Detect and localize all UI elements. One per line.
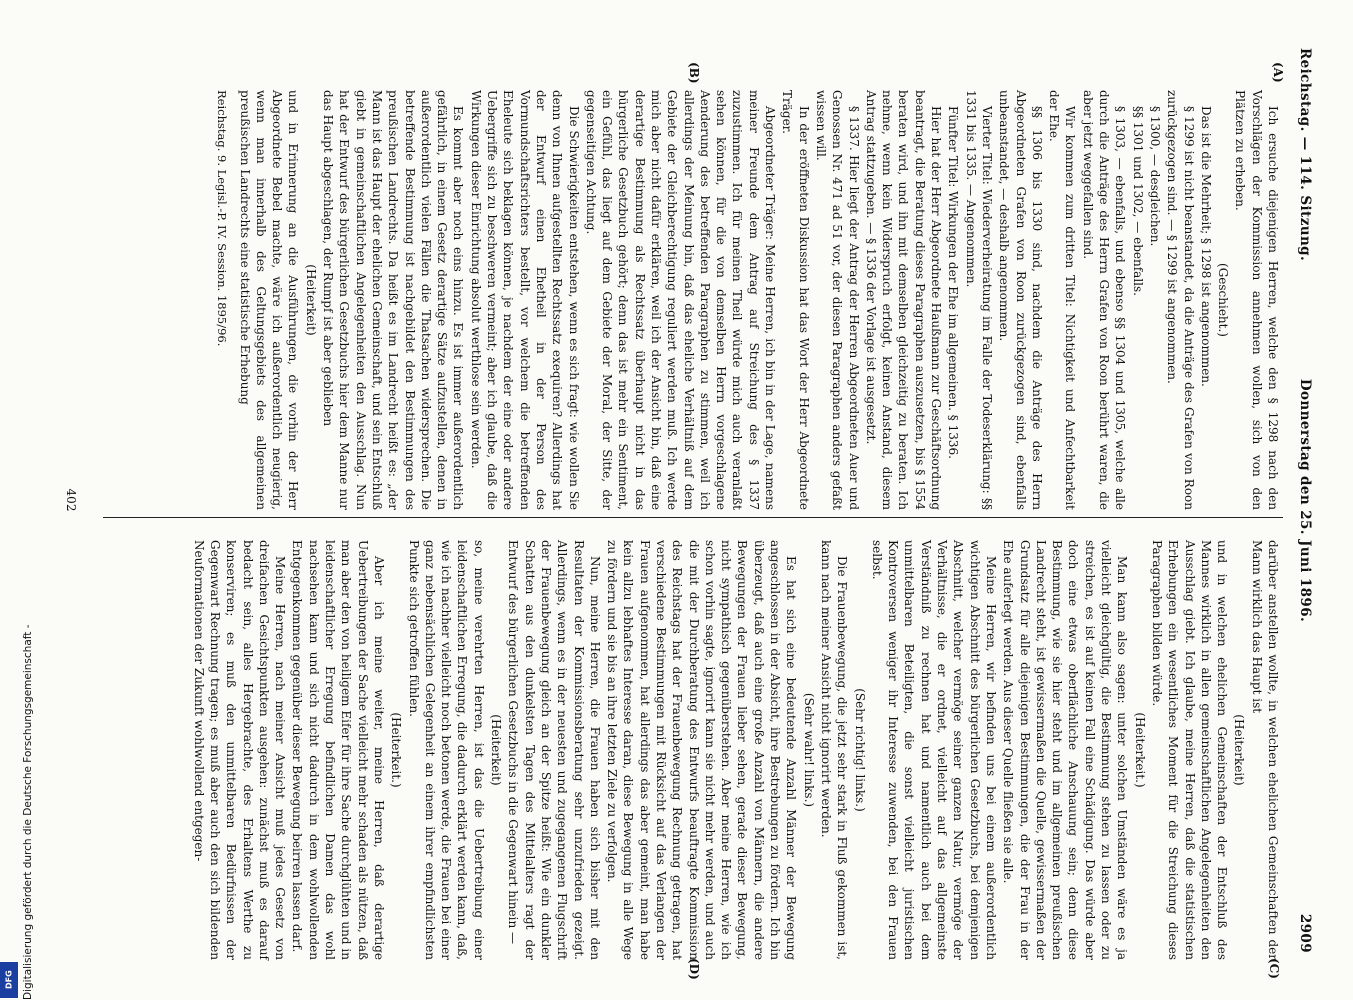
paragraph: (Sehr wahr! links.) [801, 692, 816, 808]
paragraph: (Geschieht.) [1216, 263, 1231, 337]
paragraph: Nun, meine Herren, die Frauen haben sich bisher mit den Resultaten der Kommissionsberatung sehr unzufrieden gezeigt. Allerdings, wenn es in der neuesten und zugegangenen Flugschrift der Frauenbewegung gleich an der Spitze heißt: Wie ein dunkler Schatten aus den dunkelsten Tagen des Mittelalters ragt der Entwurf des bürgerlichen Gesetzbuchs in die Gegenwart hinein — [506, 540, 602, 960]
paragraph: und in Erinnerung an die Ausführungen, die vorhin der Herr Abgeordnete Bebel machte, wäre ich außerordentlich neugierig, wenn man innerhalb des Geltungsgebiets des allgemeinen preußischen Landrechts eine statistische Erhebung [237, 90, 301, 510]
paragraph: § 1299 ist nicht beanstandet, da die Anträge des Grafen von Roon zurückgezogen sind. — § 1299 ist angenommen. [1165, 90, 1196, 510]
paragraph: (Heiterkeit) [1232, 714, 1247, 786]
margin-marker-a: (A) [1271, 62, 1285, 83]
paragraph: (Heiterkeit.) [1132, 712, 1147, 788]
paragraph: Die Schwierigkeiten entstehen, wenn es sich fragt: wie wollen Sie denn von Ihnen aufgestellten Rechtssatz exequiren? Allerdings hat der Entwurf einen Ehetheil in der Person des Vormundschaftsrichters bestellt, vor welchem die betreffenden Eheleute sich beklagen können, je nachdem der eine oder andere Uebergriffe sich zu beschweren vermeint; aber ich glaube, daß die Wirkungen dieser Einrichtung absolut werthlose sein werden. [468, 90, 581, 510]
paragraph: Es hat sich eine bedeutende Anzahl Männer der Bewegung angeschlossen in der Absicht, ihre Bestrebungen zu fördern. Ich bin überzeugt, daß auch eine große Anzahl von Männern, die andere Bewegungen der Frauen lieber sehen, gerade dieser Bewegung, nicht sympathisch gegenüberstehen. Aber meine Herren, wie ich schon vorhin sagte, ignorirt kann sie nicht mehr werden, und auch die mit der Durchberatung des Entwurfs beauftragte Kommission des Reichstags hat der Frauenbewegung Rechnung getragen, hat verschiedene Bestimmungen mit Rücksicht auf das Verlangen der Frauen aufgenommen, hat allerdings das aber gemeint, man habe kein allzu lebhaftes Interesse daran, diese Bewegung in alle Wege zu fördern und sie bis an ihre letzten Ziele zu verfolgen. [605, 540, 799, 960]
margin-marker-b: (B) [687, 62, 701, 84]
text-column-right [189, 540, 1281, 960]
paragraph: Vierter Titel: Wiederverheiratung im Falle der Todeserklärung: §§ 1331 bis 1335. — Angenommen. [963, 90, 994, 510]
column-separator [103, 517, 1283, 518]
paragraph: (Sehr richtig! links.) [852, 688, 867, 812]
paragraph: Reichstag. 9. Legisl.-P. IV. Session. 1895/96. [215, 90, 230, 347]
header-column-number: 2909 [1297, 913, 1313, 953]
paragraph: Wir kommen zum dritten Titel: Nichtigkeit und Anfechtbarkeit der Ehe. [1047, 90, 1078, 510]
paragraph: In der eröffneten Diskussion hat das Wort der Herr Abgeordnete Träger. [780, 90, 811, 510]
header-date: Donnerstag den 25. Juni 1896. [1297, 378, 1313, 623]
text-column-left [213, 90, 1281, 510]
paragraph: darüber anstellen wollte, in welchen ehelichen Gemeinschaften der Mann wirklich das Haupt ist [1249, 540, 1280, 960]
paragraph: und in welchen ehelichen Gemeinschaften der Entschluß des Mannes wirklich in allen gemeinschaftlichen Angelegenheiten den Ausschlag giebt. Ich glaube, meine Herren, daß die statistischen Erhebungen ein wesentliches Moment für die Streichung dieses Paragraphen bilden würde. [1149, 540, 1230, 960]
paragraph: (Heiterkeit) [303, 264, 318, 336]
paragraph: § 1303, — ebenfalls, und ebenso §§ 1304 und 1305, welche alle durch die Anträge des Herrn Grafen von Roon berührt waren, die aber jetzt weggefallen sind. [1080, 90, 1128, 510]
paragraph: Das ist die Mehrheit; § 1298 ist angenommen. [1198, 106, 1213, 387]
paragraph: Aber ich meine weiter, meine Herren, daß derartige Uebertreibungen der Sache vielleicht mehr schaden als nützen, daß man aber den von heiligem Eifer für ihre Sache durchglühten und in leidenschaftlicher Erregung befindlichen Damen das wohl nachsehen kann und sich nicht dadurch in dem wohlwollenden Entgegenkommen gegenüber dieser Bewegung beirren lassen darf. [290, 540, 386, 960]
paragraph: Meine Herren, nach meiner Ansicht muß jedes Gesetz von dreifachen Gesichtspunkten ausgehen: zunächst muß es darauf bedacht sein, alles Hergebrachte, des Erhaltens Werthe zu konserviren; es muß den unmittelbaren Bedürfnissen der Gegenwart Rechnung tragen; es muß aber auch den sich bildenden Neuformationen der Zukunft wohlwollend entgegen- [191, 540, 288, 960]
dfg-logo: DFG [0, 962, 18, 998]
paragraph: Abgeordneter Träger: Meine Herren, ich bin in der Lage, namens meiner Freunde dem Antrag auf Streichung des § 1337 zuzustimmen. Ich für meinen Theil würde mich auch veranlaßt sehen können, für die von demselben Herrn vorgeschlagene Aenderung des betreffenden Paragraphen zu stimmen, weil ich allerdings der Meinung bin, daß das eheliche Verhältniß auf dem Gebiete der Gleichberechtigung reguliert werden muß. Ich werde mich aber nicht dafür erklären, weil ich der Ansicht bin, daß eine derartige Bestimmung als Rechtssatz überhaupt nicht in das bürgerliche Gesetzbuch gehört; denn das ist mehr ein Sentiment, ein Gefühl, das liegt auf dem Gebiete der Moral, der Sitte, der gegenseitigen Achtung. [583, 90, 778, 510]
paragraph: §§ 1306 bis 1330 sind, nachdem die Anträge des Herrn Abgeordneten Grafen von Roon zurückgezogen sind, ebenfalls unbeanstandet, — deshalb angenommen. [997, 90, 1044, 510]
paragraph: (Heiterkeit) [489, 714, 504, 786]
paragraph: Man kann also sagen: unter solchen Umständen wäre es ja vielleicht gleichgültig, die Bestimmung stehen zu lassen oder zu streichen, es ist auf keinen Fall eine Schädigung. Das würde aber doch eine etwas oberflächliche Anschauung sein; denn diese Bestimmung, wie sie hier steht und im allgemeinen preußischen Landrecht steht, ist gewissermaßen die Quelle, gewissermaßen der Grundsatz für alle diejenigen Bestimmungen, die der Frau in der Ehe auferlegt werden. Aus dieser Quelle fließen sie alle. [1001, 540, 1130, 960]
paragraph: Hier hat der Herr Abgeordnete Haußmann zur Geschäftsordnung beantragt, die Beratung dieses Paragraphen auszusetzen, bis § 1554 beraten wird, und ihn mit demselben gleichzeitig zu beraten. Ich nehme, wenn kein Widerspruch erfolgt, keinen Anstand, diesem Antrag stattzugeben. — § 1336 der Vorlage ist ausgesetzt. [863, 90, 944, 510]
margin-marker-d: (D) [687, 958, 701, 980]
paragraph: Ich ersuche diejenigen Herren, welche den § 1298 nach den Vorschlägen der Kommission annehmen wollen, sich von den Plätzen zu erheben. [1233, 90, 1280, 510]
paragraph: Es kommt aber noch eins hinzu. Es ist immer außerordentlich gefährlich, in einem Gesetz derartige Sätze aufzustellen, denen in außerordentlich vielen Fällen die Thatsachen widersprechen. Die betreffende Bestimmung ist nachgebildet den Bestimmungen des preußischen Landrechts. Da heißt es im Landrecht heißt es: „der Mann ist das Haupt der ehelichen Gemeinschaft, und sein Entschluß giebt in gemeinschaftlichen Angelegenheiten den Ausschlag. Nun hat der Entwurf des bürgerlichen Gesetzbuchs hier dem Manne nur das Haupt abgeschlagen, der Rumpf ist aber geblieben [321, 90, 466, 510]
margin-marker-c: (C) [1267, 958, 1281, 979]
digitization-credit: Digitalisierung gefördert durch die Deutsche Forschungsgemeinschaft - [22, 624, 34, 1000]
paragraph: (Heiterkeit.) [389, 712, 404, 788]
running-header [1293, 48, 1313, 953]
paragraph: Meine Herren, wir befinden uns bei einem außerordentlich wichtigen Abschnitt des bürgerlichen Gesetzbuchs, bei demjenigen Abschnitt, welcher vermöge seiner ganzen Natur, vermöge der Verhältnisse, die er ordnet, vielleicht auf das allgemeinste Verständniß zu rechnen hat und namentlich auch bei dem unmittelbaren Beteiligten, die sonst vielleicht juristischen Kontroversen weniger ihr Interesse zuwenden, bei den Frauen selbst. [869, 540, 998, 960]
paragraph: § 1300, — desgleichen. [1147, 106, 1162, 247]
paragraph: so, meine verehrten Herren, ist das die Uebertreibung einer leidenschaftlichen Erregung, die dadurch erklärt werden kann, daß, wie ich nachher vielleicht noch betonen werde, die Frauen bei einer ganz nebensächlichen Gelegenheit an einem ihrer empfindlichsten Punkte sich getroffen fühlen. [406, 540, 486, 960]
header-left: Reichstag. — 114. Sitzung. [1297, 48, 1313, 262]
paragraph: §§ 1301 und 1302, — ebenfalls. [1130, 106, 1145, 296]
page-number: 402 [64, 488, 78, 512]
paragraph: Fünfter Titel: Wirkungen der Ehe im allgemeinen. § 1336. [946, 106, 961, 459]
paragraph: § 1337. Hier liegt der Antrag der Herren Abgeordneten Auer und Genossen Nr. 471 ad 51 vor, der diesen Paragraphen anders gefaßt wissen will. [813, 90, 861, 510]
paragraph: Die Frauenbewegung, die jetzt sehr stark in Fluß gekommen ist, kann nach meiner Ansicht nicht ignorirt werden. [818, 540, 850, 960]
